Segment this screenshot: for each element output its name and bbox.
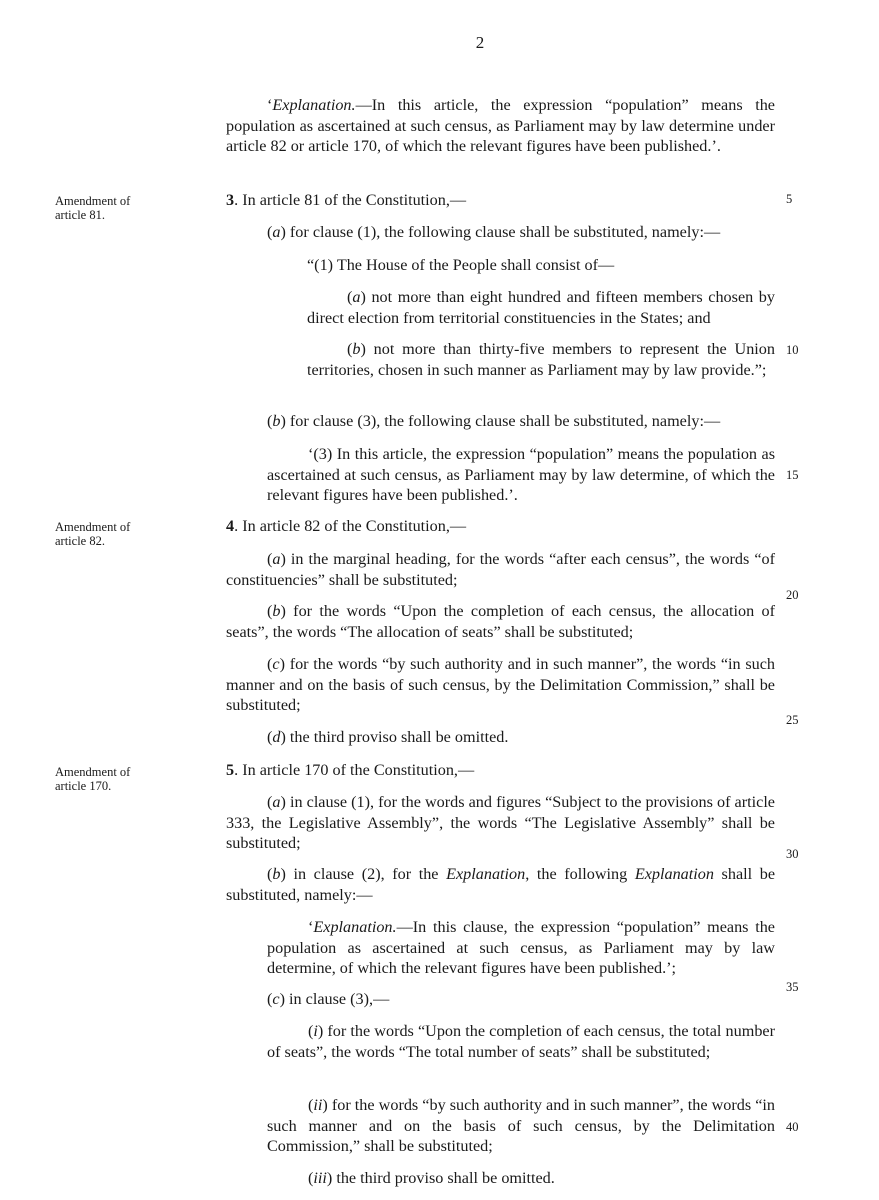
clause-text: in the marginal heading, for the words “after each census”, the words “of constituencies” shall be substituted; bbox=[226, 550, 775, 589]
clause-text: not more than thirty-five members to represent the Union territories, chosen in such manner as Parliament may by law provide.”; bbox=[307, 340, 775, 379]
quote-mark: ‘ bbox=[308, 918, 314, 936]
margin-note-article-82 bbox=[55, 520, 205, 548]
section-5-heading bbox=[226, 760, 775, 781]
clause-text: in clause (2), for the bbox=[285, 865, 447, 883]
margin-note-line: Amendment of bbox=[55, 520, 131, 534]
clause-3a: (a) for clause (1), the following clause shall be substituted, namely:— bbox=[267, 223, 721, 241]
subclause-3a-b: (b) not more than thirty-five members to represent the Union territories, chosen in such manner as Parliament may by law provide.”; bbox=[307, 340, 775, 379]
clause-text: for clause (3), the following clause shall be substituted, namely:— bbox=[285, 412, 721, 430]
section-text: . In article 170 of the Constitution,— bbox=[234, 761, 475, 779]
subclause-5c-i: (i) for the words “Upon the completion of each census, the total number of seats”, the words “The total number of seats” shall be substituted; bbox=[267, 1022, 775, 1061]
line-number: 40 bbox=[786, 1120, 799, 1134]
section-3-heading bbox=[226, 190, 775, 211]
clause-text: , the following bbox=[525, 865, 635, 883]
quoted-clause-3 bbox=[267, 444, 775, 506]
section-text: . In article 82 of the Constitution,— bbox=[234, 517, 467, 535]
clause-5a: (a) in clause (1), for the words and figures “Subject to the provisions of article 333, the Legislative Assembly”, the words “The Legislative Assembly” shall be substituted; bbox=[226, 793, 775, 852]
clause-label: a bbox=[272, 223, 281, 241]
clause-3b: (b) for clause (3), the following clause shall be substituted, namely:— bbox=[267, 412, 721, 430]
clause-label: a bbox=[352, 288, 361, 306]
section-4-heading bbox=[226, 516, 775, 537]
clause-text: in clause (3),— bbox=[284, 990, 390, 1008]
clause-5c: (c) in clause (3),— bbox=[267, 990, 390, 1008]
line-number: 35 bbox=[786, 980, 799, 994]
clause-label: a bbox=[272, 550, 281, 568]
clause-label: c bbox=[272, 655, 280, 673]
margin-note-line: article 170. bbox=[55, 779, 112, 793]
clause-text: in clause (1), for the words and figures “Subject to the provisions of article 333, the Legislative Assembly”, the words “The Legislative Assembly” shall be substituted; bbox=[226, 793, 775, 852]
clause-text: for the words “Upon the completion of each census, the allocation of seats”, the words “The allocation of seats” shall be substituted; bbox=[226, 602, 775, 641]
clause-text: not more than eight hundred and fifteen members chosen by direct election from territorial constituencies in the States; and bbox=[307, 288, 775, 327]
clause-4a: (a) in the marginal heading, for the words “after each census”, the words “of constituencies” shall be substituted; bbox=[226, 550, 775, 589]
explanation-label: Explanation. bbox=[313, 918, 397, 936]
explanation-paragraph bbox=[226, 95, 775, 157]
subclause-3a-a: (a) not more than eight hundred and fifteen members chosen by direct election from territorial constituencies in the States; and bbox=[307, 288, 775, 327]
margin-note-line: Amendment of bbox=[55, 194, 131, 208]
section-text: . In article 81 of the Constitution,— bbox=[234, 191, 467, 209]
clause-text: the third proviso shall be omitted. bbox=[285, 728, 509, 746]
clause-label: c bbox=[272, 990, 280, 1008]
subclause-5c-ii: (ii) for the words “by such authority and in such manner”, the words “in such manner and on the basis of such census, by the Delimitation Commission,” shall be substituted; bbox=[267, 1096, 775, 1155]
clause-label: b bbox=[272, 602, 281, 620]
clause-text: for clause (1), the following clause shall be substituted, namely:— bbox=[285, 223, 721, 241]
line-number: 20 bbox=[786, 588, 799, 602]
clause-text: for the words “by such authority and in such manner”, the words “in such manner and on the basis of such census, by the Delimitation Commission,” shall be substituted; bbox=[226, 655, 775, 714]
clause-label: b bbox=[352, 340, 361, 358]
clause-4d: (d) the third proviso shall be omitted. bbox=[267, 728, 509, 746]
clause-label: b bbox=[272, 412, 281, 430]
quote-text: ‘(3) In this article, the expression “population” means the population as ascertained at such census, as Parliament may by law determine, of which the relevant figures have been published.’. bbox=[267, 445, 775, 504]
clause-label: d bbox=[272, 728, 281, 746]
clause-text: for the words “by such authority and in such manner”, the words “in such manner and on the basis of such census, by the Delimitation Commission,” shall be substituted; bbox=[267, 1096, 775, 1155]
paragraph-text: —In this article, the expression “population” means the population as ascertained at such census, as Parliament may by law determine under article 82 or article 170, of which the relevant figures have been published.’. bbox=[226, 96, 775, 155]
section-number: 3 bbox=[226, 191, 235, 209]
quoted-clause-1 bbox=[307, 255, 775, 276]
line-number: 10 bbox=[786, 343, 799, 357]
quote-mark: ‘ bbox=[267, 96, 273, 114]
page-number: 2 bbox=[475, 33, 485, 52]
section-number: 5 bbox=[226, 761, 235, 779]
margin-note-article-170 bbox=[55, 765, 205, 793]
margin-note-line: article 82. bbox=[55, 534, 105, 548]
explanation-term: Explanation bbox=[446, 865, 526, 883]
margin-note-line: article 81. bbox=[55, 208, 105, 222]
clause-label: b bbox=[272, 865, 281, 883]
explanation-label: Explanation. bbox=[272, 96, 356, 114]
line-number: 30 bbox=[786, 847, 799, 861]
clause-text: for the words “Upon the completion of each census, the total number of seats”, the words “The total number of seats” shall be substituted; bbox=[267, 1022, 775, 1061]
clause-label: a bbox=[272, 793, 281, 811]
subclause-5c-iii: (iii) the third proviso shall be omitted. bbox=[308, 1169, 555, 1187]
clause-label: ii bbox=[313, 1096, 323, 1114]
clause-4c: (c) for the words “by such authority and in such manner”, the words “in such manner and on the basis of such census, by the Delimitation Commission,” shall be substituted; bbox=[226, 655, 775, 714]
line-number: 25 bbox=[786, 713, 799, 727]
clause-label: i bbox=[313, 1022, 318, 1040]
clause-text: shall be substituted, namely:— bbox=[226, 865, 776, 904]
paragraph-text: —In this clause, the expression “population” means the population as ascertained at such census, as Parliament may by law determine, of which the relevant figures have been published.’; bbox=[267, 918, 775, 977]
section-number: 4 bbox=[226, 517, 235, 535]
clause-label: iii bbox=[313, 1169, 327, 1187]
clause-4b: (b) for the words “Upon the completion of each census, the allocation of seats”, the words “The allocation of seats” shall be substituted; bbox=[226, 602, 775, 641]
line-number: 15 bbox=[786, 468, 799, 482]
margin-note-article-81 bbox=[55, 194, 205, 222]
clause-5b: (b) in clause (2), for the Explanation, the following Explanation shall be substituted, namely:— bbox=[226, 865, 776, 904]
explanation-term: Explanation bbox=[634, 865, 714, 883]
quote-text: “(1) The House of the People shall consist of— bbox=[307, 256, 615, 274]
margin-note-line: Amendment of bbox=[55, 765, 131, 779]
clause-text: the third proviso shall be omitted. bbox=[332, 1169, 555, 1187]
line-number: 5 bbox=[786, 192, 793, 206]
explanation-clause-5b bbox=[267, 917, 775, 979]
